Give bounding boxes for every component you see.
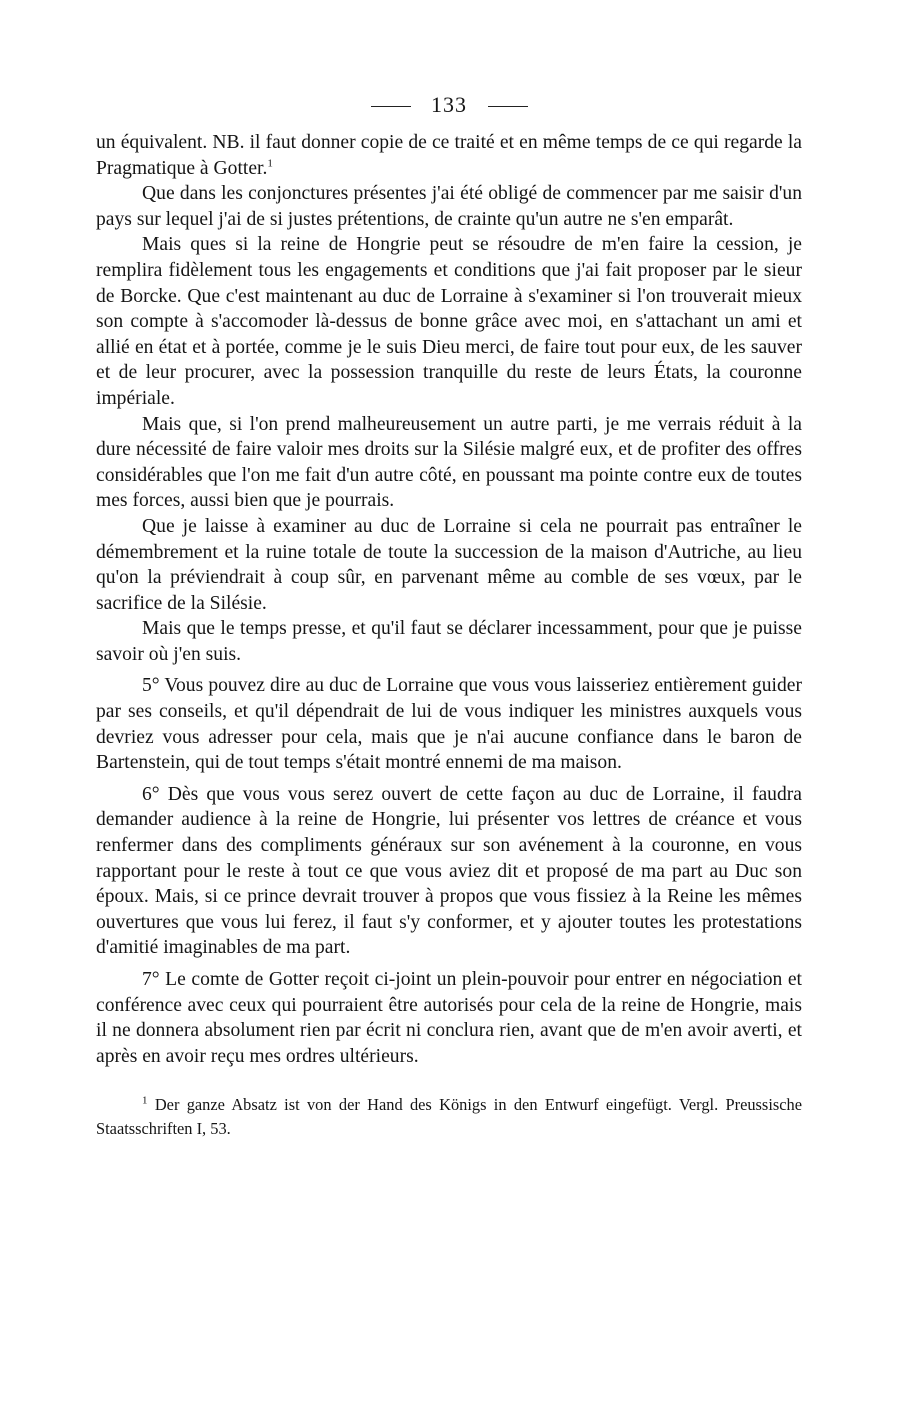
paragraph: 7° Le comte de Gotter reçoit ci-joint un plein-pouvoir pour entrer en négociation et conférence avec ceux qui pourraient être autorisés pour cela de la reine de Hongrie, mais il ne donnera absolument rien par écrit ni conclura rien, avant que de m'en avoir averti, et après en avoir reçu mes ordres ultérieurs. xyxy=(96,969,802,1067)
footnote-reference: 1 xyxy=(267,157,273,170)
paragraph: Que je laisse à examiner au duc de Lorraine si cela ne pourrait pas entraîner le démembrement et la ruine totale de toute la succession de la maison d'Autriche, au lieu qu'on la préviendrait à coup sûr, en parvenant même au comble de ses vœux, par le sacrifice de la Silésie. xyxy=(96,515,802,614)
paragraph xyxy=(96,130,802,181)
paragraph: 5° Vous pouvez dire au duc de Lorraine que vous vous laisseriez entièrement guider par ses conseils, et qu'il dépendrait de lui de vous indiquer les ministres auxquels vous devriez vous adresser pour cela, mais que je n'ai aucune confiance dans le baron de Bartenstein, qui de tout temps s'était montré ennemi de ma maison. xyxy=(96,675,802,774)
footnote-text: Der ganze Absatz ist von der Hand des Königs in den Entwurf eingefügt. Vergl. Preussische Staatsschriften I, 53. xyxy=(96,1095,802,1139)
paragraph: 6° Dès que vous vous serez ouvert de cette façon au duc de Lorraine, il faudra demander audience à la reine de Hongrie, lui présenter vos lettres de créance et vous renfermer dans des compliments généraux sur son avénement à la couronne, en vous rapportant pour le reste à tout ce que vous aviez dit et proposé de ma part au Duc son époux. Mais, si ce prince devrait trouver à propos que vous fissiez à la Reine les mêmes ouvertures que vous lui ferez, il faut s'y conformer, et y ajouter toutes les protestations d'amitié imaginables de ma part. xyxy=(96,783,802,959)
page-header xyxy=(96,88,802,122)
footnote-mark: 1 xyxy=(142,1094,148,1107)
paragraph: Mais ques si la reine de Hongrie peut se résoudre de m'en faire la cession, je remplira fidèlement tous les engagements et conditions que j'ai fait proposer par le sieur de Borcke. Que c'est maintenant au duc de Lorraine à s'examiner si l'on trouverait mieux son compte à s'accomoder là-dessus de bonne grâce avec moi, en s'attachant un ami et allié en état et à portée, comme je le suis Dieu merci, de faire tout pour eux, de les sauver et de leur procurer, avec la possession tranquille du reste de leurs États, la couronne impériale. xyxy=(96,234,802,409)
paragraph: Que dans les conjonctures présentes j'ai été obligé de commencer par me saisir d'un pays sur lequel j'ai de si justes prétentions, de crainte qu'un autre ne s'en emparât. xyxy=(96,183,802,230)
header-dash-left xyxy=(371,106,411,107)
paragraph: Mais que le temps presse, et qu'il faut se déclarer incessamment, pour que je puisse savoir où j'en suis. xyxy=(96,618,802,665)
paragraph-text: un équivalent. NB. il faut donner copie de ce traité et en même temps de ce qui regarde la Pragmatique à Gotter. xyxy=(96,132,802,179)
main-text xyxy=(96,130,802,1069)
header-dash-right xyxy=(488,106,528,107)
footnote xyxy=(96,1093,802,1141)
paragraph: Mais que, si l'on prend malheureusement un autre parti, je me verrais réduit à la dure nécessité de faire valoir mes droits sur la Silésie malgré eux, et de profiter des offres considérables que l'on me fait d'un autre côté, en poussant ma pointe contre eux de toutes mes forces, aussi bien que je pourrais. xyxy=(96,413,802,512)
page-number: 133 xyxy=(431,92,467,117)
book-page xyxy=(96,88,802,1141)
